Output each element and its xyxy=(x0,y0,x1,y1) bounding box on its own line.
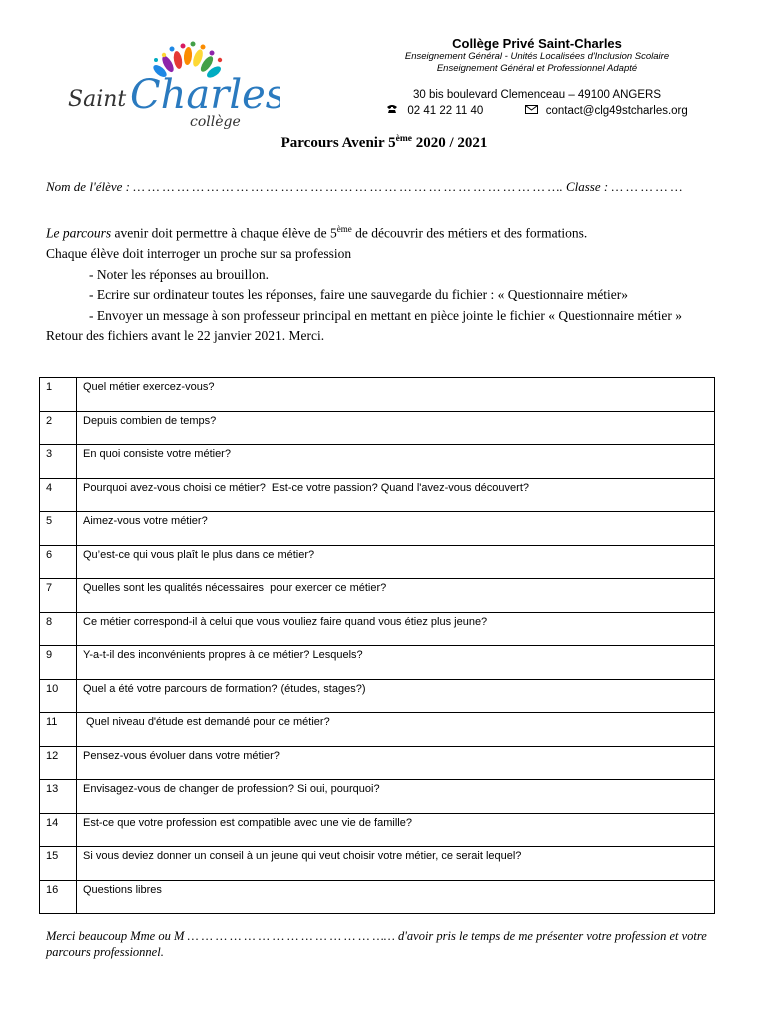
question-number: 15 xyxy=(40,847,77,881)
question-text[interactable]: Si vous deviez donner un conseil à un jeune qui veut choisir votre métier, ce serait lequel? xyxy=(77,847,715,881)
closing-note: Merci beaucoup Mme ou M … … … … … … … … … … … … … …… d'avoir pris le temps de me présenter votre profession et votre parcours professionnel. xyxy=(46,929,707,959)
instruction-bullet-1: - Noter les réponses au brouillon. xyxy=(89,266,269,282)
question-text[interactable]: Ce métier correspond-il à celui que vous vouliez faire quand vous étiez plus jeune? xyxy=(77,612,715,646)
intro-line-1 xyxy=(46,219,736,244)
question-number: 3 xyxy=(40,445,77,479)
question-row xyxy=(40,847,715,881)
intro-line-2: Chaque élève doit interroger un proche sur sa profession xyxy=(46,246,352,261)
question-text[interactable]: Aimez-vous votre métier? xyxy=(77,512,715,546)
instructions xyxy=(46,219,736,347)
question-number: 1 xyxy=(40,378,77,412)
questionnaire-table xyxy=(39,377,715,914)
school-logo-graphic xyxy=(60,38,280,138)
return-note: Retour des fichiers avant le 22 janvier 2021. Merci. xyxy=(46,328,325,343)
question-row xyxy=(40,478,715,512)
school-name: Collège Privé Saint-Charles xyxy=(452,36,622,51)
question-row xyxy=(40,713,715,747)
question-row xyxy=(40,646,715,680)
email-address: contact@clg49stcharles.org xyxy=(545,104,688,117)
question-row xyxy=(40,378,715,412)
school-info xyxy=(372,36,702,117)
intro-superscript: ème xyxy=(336,224,352,234)
question-number: 10 xyxy=(40,679,77,713)
question-row xyxy=(40,746,715,780)
question-number: 12 xyxy=(40,746,77,780)
intro-text-b: de découvrir des métiers et des formations. xyxy=(351,225,588,241)
intro-text-a: avenir doit permettre à chaque élève de 5 xyxy=(111,225,337,241)
school-logo xyxy=(60,38,280,138)
question-row xyxy=(40,445,715,479)
question-text[interactable]: Qu’est-ce qui vous plaît le plus dans ce métier? xyxy=(77,545,715,579)
title-prefix: Parcours Avenir 5 xyxy=(280,135,396,151)
question-row xyxy=(40,813,715,847)
question-number: 14 xyxy=(40,813,77,847)
question-number: 6 xyxy=(40,545,77,579)
student-class-blank: … … … … … xyxy=(611,179,683,194)
question-number: 13 xyxy=(40,780,77,814)
question-row xyxy=(40,612,715,646)
question-row xyxy=(40,545,715,579)
logo-text-saint: Saint xyxy=(68,87,127,112)
student-name-label: Nom de l'élève : xyxy=(46,179,134,194)
question-text[interactable]: Est-ce que votre profession est compatible avec une vie de famille? xyxy=(77,813,715,847)
question-number: 16 xyxy=(40,880,77,914)
student-name-blank: … … … … … … … … … … … … … … … … … … … … … … … … … … … … …. xyxy=(133,179,563,194)
question-row xyxy=(40,880,715,914)
question-text[interactable]: Questions libres xyxy=(77,880,715,914)
question-number: 11 xyxy=(40,713,77,747)
question-text[interactable]: En quoi consiste votre métier? xyxy=(77,445,715,479)
page-title xyxy=(0,134,768,152)
title-suffix: 2020 / 2021 xyxy=(411,135,488,151)
question-number: 4 xyxy=(40,478,77,512)
question-number: 9 xyxy=(40,646,77,680)
instruction-bullet-3: - Envoyer un message à son professeur principal en mettant en pièce jointe le fichier « Questionnaire métier » xyxy=(89,307,683,323)
question-text[interactable]: Depuis combien de temps? xyxy=(77,411,715,445)
question-row xyxy=(40,780,715,814)
school-address: 30 bis boulevard Clemenceau – 49100 ANGERS xyxy=(412,89,662,101)
question-number: 8 xyxy=(40,612,77,646)
question-text[interactable]: Pourquoi avez-vous choisi ce métier? Est-ce votre passion? Quand l'avez-vous découvert? xyxy=(77,478,715,512)
question-text[interactable]: Pensez-vous évoluer dans votre métier? xyxy=(77,746,715,780)
question-number: 2 xyxy=(40,411,77,445)
question-text[interactable]: Envisagez-vous de changer de profession? Si oui, pourquoi? xyxy=(77,780,715,814)
contact-row xyxy=(372,104,702,117)
question-text[interactable]: Quelles sont les qualités nécessaires pour exercer ce métier? xyxy=(77,579,715,613)
school-subtitle-1: Enseignement Général - Unités Localisées d'Inclusion Scolaire xyxy=(404,51,670,62)
question-row xyxy=(40,679,715,713)
title-superscript: ème xyxy=(395,134,412,144)
question-number: 7 xyxy=(40,579,77,613)
questionnaire-body xyxy=(40,378,715,914)
envelope-icon xyxy=(525,105,538,117)
logo-text-college: collège xyxy=(190,114,241,130)
student-class-label: Classe : xyxy=(562,179,612,194)
question-row xyxy=(40,411,715,445)
instruction-bullet-2: - Ecrire sur ordinateur toutes les réponses, faire une sauvegarde du fichier : « Questionnaire métier» xyxy=(89,287,629,302)
question-text[interactable]: Y-a-t-il des inconvénients propres à ce métier? Lesquels? xyxy=(77,646,715,680)
phone-icon xyxy=(386,104,398,117)
question-text[interactable]: Quel métier exercez-vous? xyxy=(77,378,715,412)
school-subtitle-2: Enseignement Général et Professionnel Adapté xyxy=(436,63,638,74)
question-number: 5 xyxy=(40,512,77,546)
student-info-line xyxy=(46,179,682,195)
question-text[interactable]: Quel niveau d'étude est demandé pour ce métier? xyxy=(77,713,715,747)
question-text[interactable]: Quel a été votre parcours de formation? (études, stages?) xyxy=(77,679,715,713)
question-row xyxy=(40,579,715,613)
question-row xyxy=(40,512,715,546)
phone-number: 02 41 22 11 40 xyxy=(407,104,484,117)
logo-text-charles: Charles xyxy=(130,72,280,118)
intro-italic: Le parcours xyxy=(46,225,112,241)
